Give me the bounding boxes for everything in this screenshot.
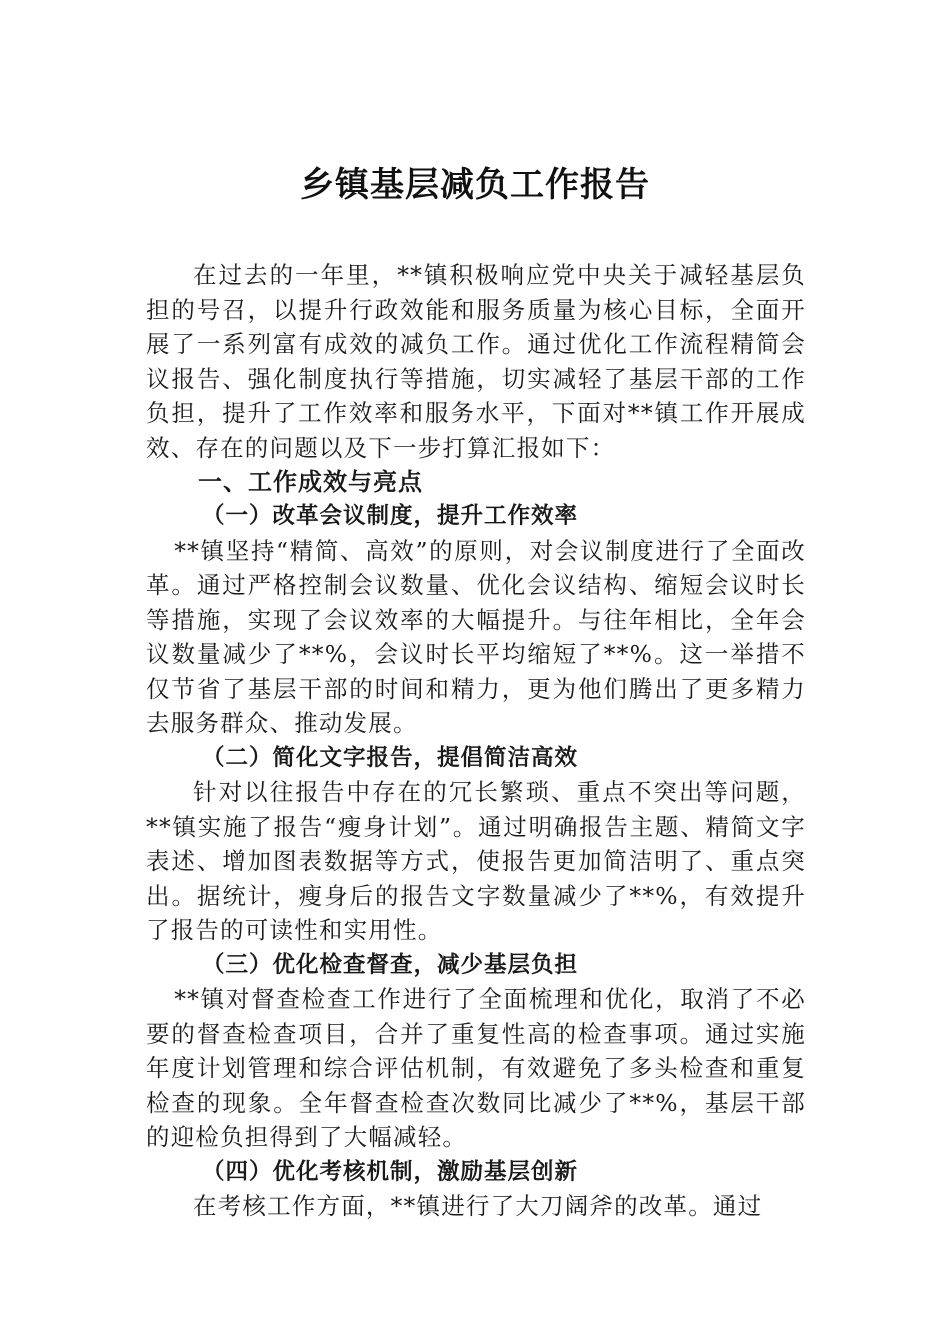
subsection-heading: （四）优化考核机制，激励基层创新 <box>202 1158 579 1185</box>
subsection-heading: （三）优化检查督查，减少基层负担 <box>202 951 579 978</box>
document-title: 乡镇基层减负工作报告 <box>300 165 650 205</box>
subsection-paragraph: **镇对督查检查工作进行了全面梳理和优化，取消了不必要的督查检查项目，合并了重复性高的检查事项。通过实施年度计划管理和综合评估机制，有效避免了多头检查和重复检查的现象。全年督查检查次数同比减少了**%，基层干部的迎检负担得到了大幅减轻。 <box>146 985 806 1151</box>
section-heading: 一、工作成效与亮点 <box>198 468 423 496</box>
subsection-paragraph: 针对以往报告中存在的冗长繁琐、重点不突出等问题，**镇实施了报告“瘦身计划”。通过明确报告主题、精简文字表述、增加图表数据等方式，使报告更加简洁明了、重点突出。据统计，瘦身后的报告文字数量减少了**%，有效提升了报告的可读性和实用性。 <box>146 778 806 944</box>
subsection-heading: （一）改革会议制度，提升工作效率 <box>202 503 579 529</box>
subsection-heading: （二）简化文字报告，提倡简洁高效 <box>202 744 579 771</box>
subsection-paragraph: 在考核工作方面，**镇进行了大刀阔斧的改革。通过 <box>193 1192 763 1220</box>
subsection-paragraph: **镇坚持“精简、高效”的原则，对会议制度进行了全面改革。通过严格控制会议数量、优化会议结构、缩短会议时长等措施，实现了会议效率的大幅提升。与往年相比，全年会议数量减少了**%，会议时长平均缩短了**%。这一举措不仅节省了基层干部的时间和精力，更为他们腾出了更多精力去服务群众、推动发展。 <box>146 536 806 737</box>
intro-paragraph: 在过去的一年里，**镇积极响应党中央关于减轻基层负担的号召，以提升行政效能和服务质量为核心目标，全面开展了一系列富有成效的减负工作。通过优化工作流程精简会议报告、强化制度执行等措施，切实减轻了基层干部的工作负担，提升了工作效率和服务水平，下面对**镇工作开展成效、存在的问题以及下一步打算汇报如下： <box>146 261 806 462</box>
document-body <box>146 258 806 1224</box>
